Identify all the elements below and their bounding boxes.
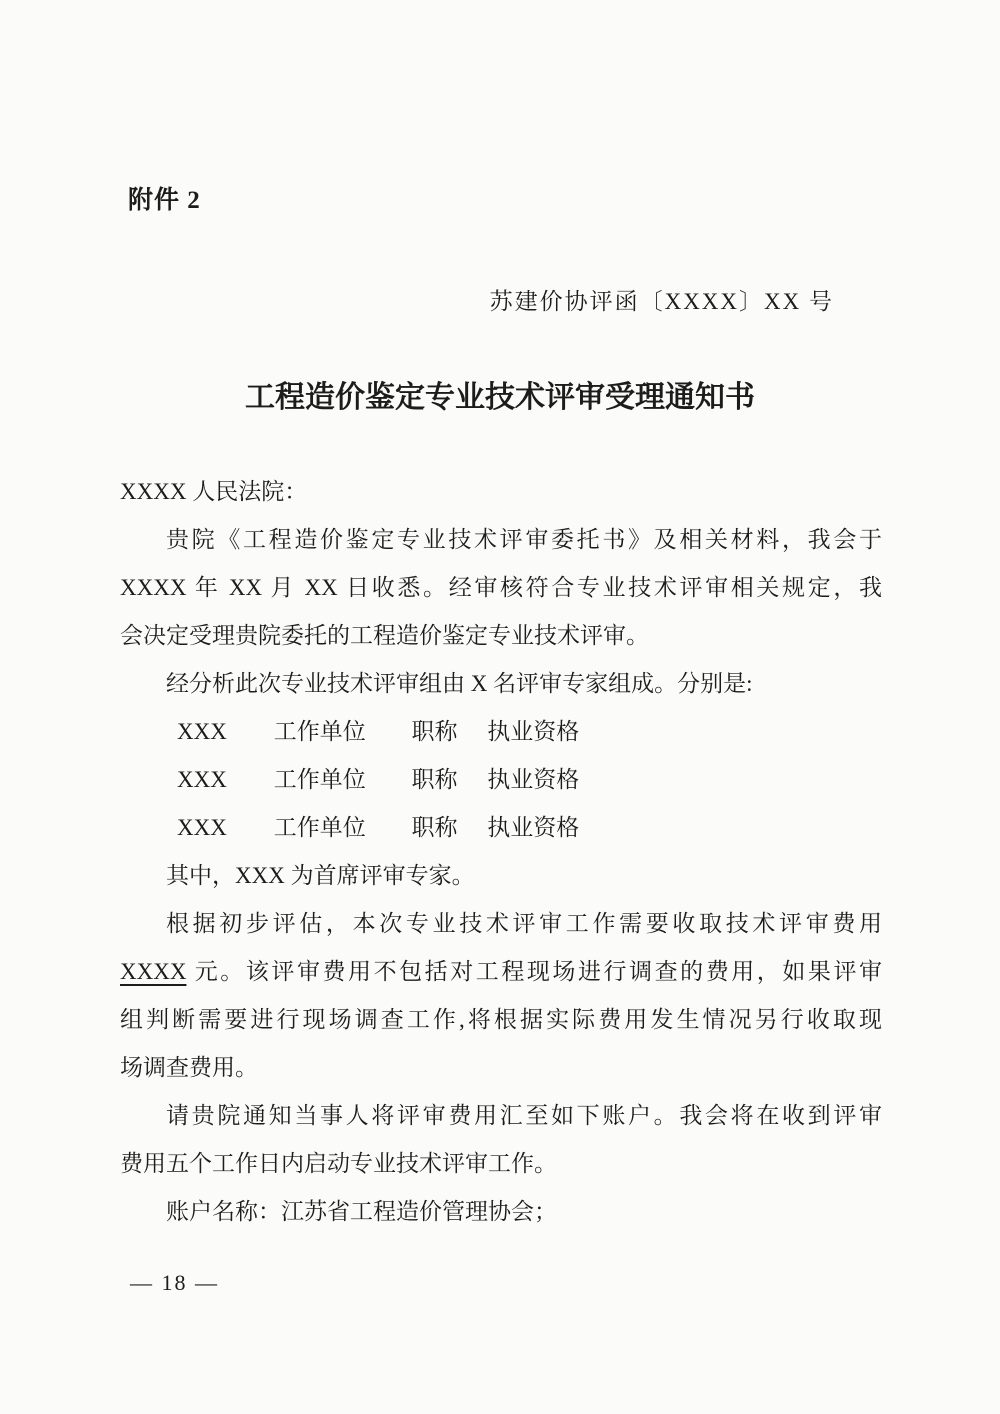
expert-unit: 工作单位 <box>273 767 366 792</box>
expert-name: XXX <box>177 815 227 840</box>
paragraph-line: 组判断需要进行现场调查工作,将根据实际费用发生情况另行收取现 <box>120 1007 882 1032</box>
paragraph-line: 请贵院通知当事人将评审费用汇至如下账户。我会将在收到评审 <box>166 1103 882 1128</box>
expert-name: XXX <box>177 767 227 792</box>
paragraph-line-rest: 元。该评审费用不包括对工程现场进行调查的费用，如果评审 <box>186 959 882 984</box>
paragraph-line: 根据初步评估，本次专业技术评审工作需要收取技术评审费用 <box>166 911 882 936</box>
paragraph-line: 其中，XXX 为首席评审专家。 <box>166 863 475 888</box>
paragraph-line: 经分析此次专业技术评审组由 X 名评审专家组成。分别是: <box>166 671 753 696</box>
page-title: 工程造价鉴定专业技术评审受理通知书 <box>245 381 755 414</box>
expert-title: 职称 <box>411 815 458 840</box>
paragraph-line: 费用五个工作日内启动专业技术评审工作。 <box>120 1151 557 1176</box>
page-number: — 18 — <box>130 1270 219 1295</box>
expert-unit: 工作单位 <box>273 719 366 744</box>
paragraph-line: 场调查费用。 <box>120 1055 258 1080</box>
paragraph-line <box>120 948 882 996</box>
expert-title: 职称 <box>411 767 458 792</box>
expert-title: 职称 <box>411 719 458 744</box>
account-name-line: 账户名称：江苏省工程造价管理协会； <box>166 1199 557 1224</box>
salutation: XXXX 人民法院： <box>120 479 308 504</box>
expert-unit: 工作单位 <box>273 815 366 840</box>
paragraph-line: XXXX 年 XX 月 XX 日收悉。经审核符合专业技术评审相关规定，我 <box>120 575 882 600</box>
attachment-label: 附件 2 <box>128 187 201 214</box>
underlined-amount: XXXX <box>120 959 187 984</box>
document-body <box>120 468 882 1236</box>
doc-number: 苏建价协评函〔XXXX〕XX 号 <box>489 289 834 314</box>
paragraph-line: 贵院《工程造价鉴定专业技术评审委托书》及相关材料，我会于 <box>166 527 882 552</box>
expert-qualification: 执业资格 <box>487 719 580 744</box>
expert-name: XXX <box>177 719 227 744</box>
expert-row <box>120 708 882 756</box>
expert-qualification: 执业资格 <box>487 767 580 792</box>
expert-qualification: 执业资格 <box>487 815 580 840</box>
expert-row <box>120 756 882 804</box>
paragraph-line: 会决定受理贵院委托的工程造价鉴定专业技术评审。 <box>120 623 649 648</box>
expert-row <box>120 804 882 852</box>
